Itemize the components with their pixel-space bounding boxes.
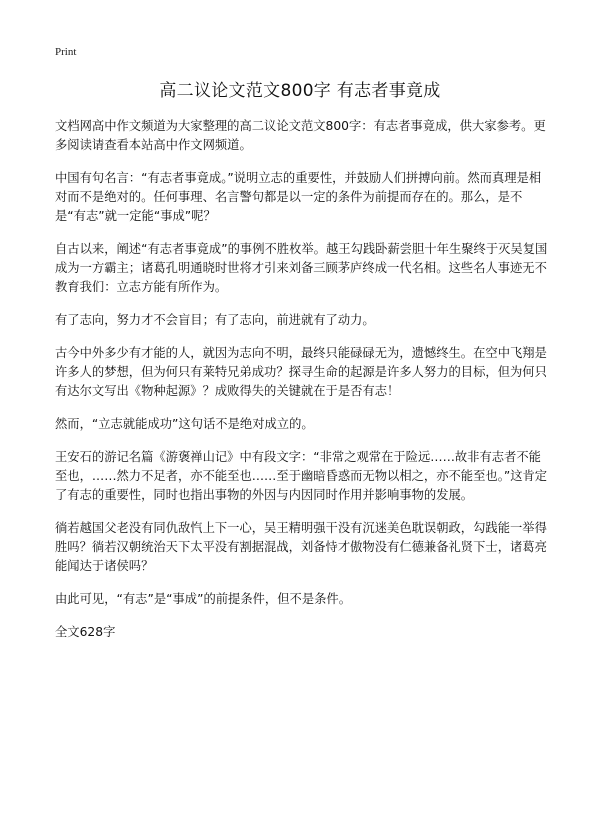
paragraph: 自古以来，阐述“有志者事竟成”的事例不胜枚举。越王勾践卧薪尝胆十年生聚终于灭吴复国成为一方霸主；诸葛孔明通晓时世将才引来刘备三顾茅庐终成一代名相。这些名人事迹无不教育我们：立志方能有所作为。	[55, 242, 548, 294]
paragraph: 徜若越国父老没有同仇敌忾上下一心，吴王精明强干没有沉迷美色耽误朝政，勾践能一举得胜吗？徜若汉朝统治天下太平没有割据混战，刘备恃才傲物没有仁德兼备礼贤下士，诸葛亮能闻达于诸侯吗？	[55, 521, 547, 573]
print-link[interactable]: Print	[55, 46, 77, 58]
word-count: 全文628字	[55, 625, 116, 639]
page-title: 高二议论文范文800字 有志者事竟成	[159, 81, 441, 101]
paragraph-conclusion: 由此可见，“有志”是“事成”的前提条件，但不是条件。	[55, 592, 352, 606]
paragraph-intro: 文档网高中作文频道为大家整理的高二议论文范文800字：有志者事竟成，供大家参考。更多阅读请查看本站高中作文网频道。	[55, 119, 546, 152]
article-body	[55, 117, 549, 642]
paragraph: 王安石的游记名篇《游褒禅山记》中有段文字：“非常之观常在于险远……故非有志者不能至也，……然力不足者，亦不能至也……至于幽暗昏惑而无物以相之，亦不能至也。”这肯定了有志的重要性，同时也指出事物的外因与内因同时作用并影响事物的发展。	[55, 450, 548, 502]
paragraph: 古今中外多少有才能的人，就因为志向不明，最终只能碌碌无为，遗憾终生。在空中飞翔是许多人的梦想，但为何只有莱特兄弟成功？探寻生命的起源是许多人努力的目标，但为何只有达尔文写出《物种起源》？成败得失的关键就在于是否有志！	[55, 346, 547, 398]
paragraph: 中国有句名言：“有志者事竟成。”说明立志的重要性，并鼓励人们拼搏向前。然而真理是相对而不是绝对的。任何事理、名言警句都是以一定的条件为前提而存在的。那么，是不是“有志”就一定能“事成”呢？	[55, 171, 542, 223]
paragraph: 然而，“立志就能成功”这句话不是绝对成立的。	[55, 417, 314, 431]
paragraph: 有了志向，努力才不会盲目；有了志向，前进就有了动力。	[55, 313, 375, 327]
